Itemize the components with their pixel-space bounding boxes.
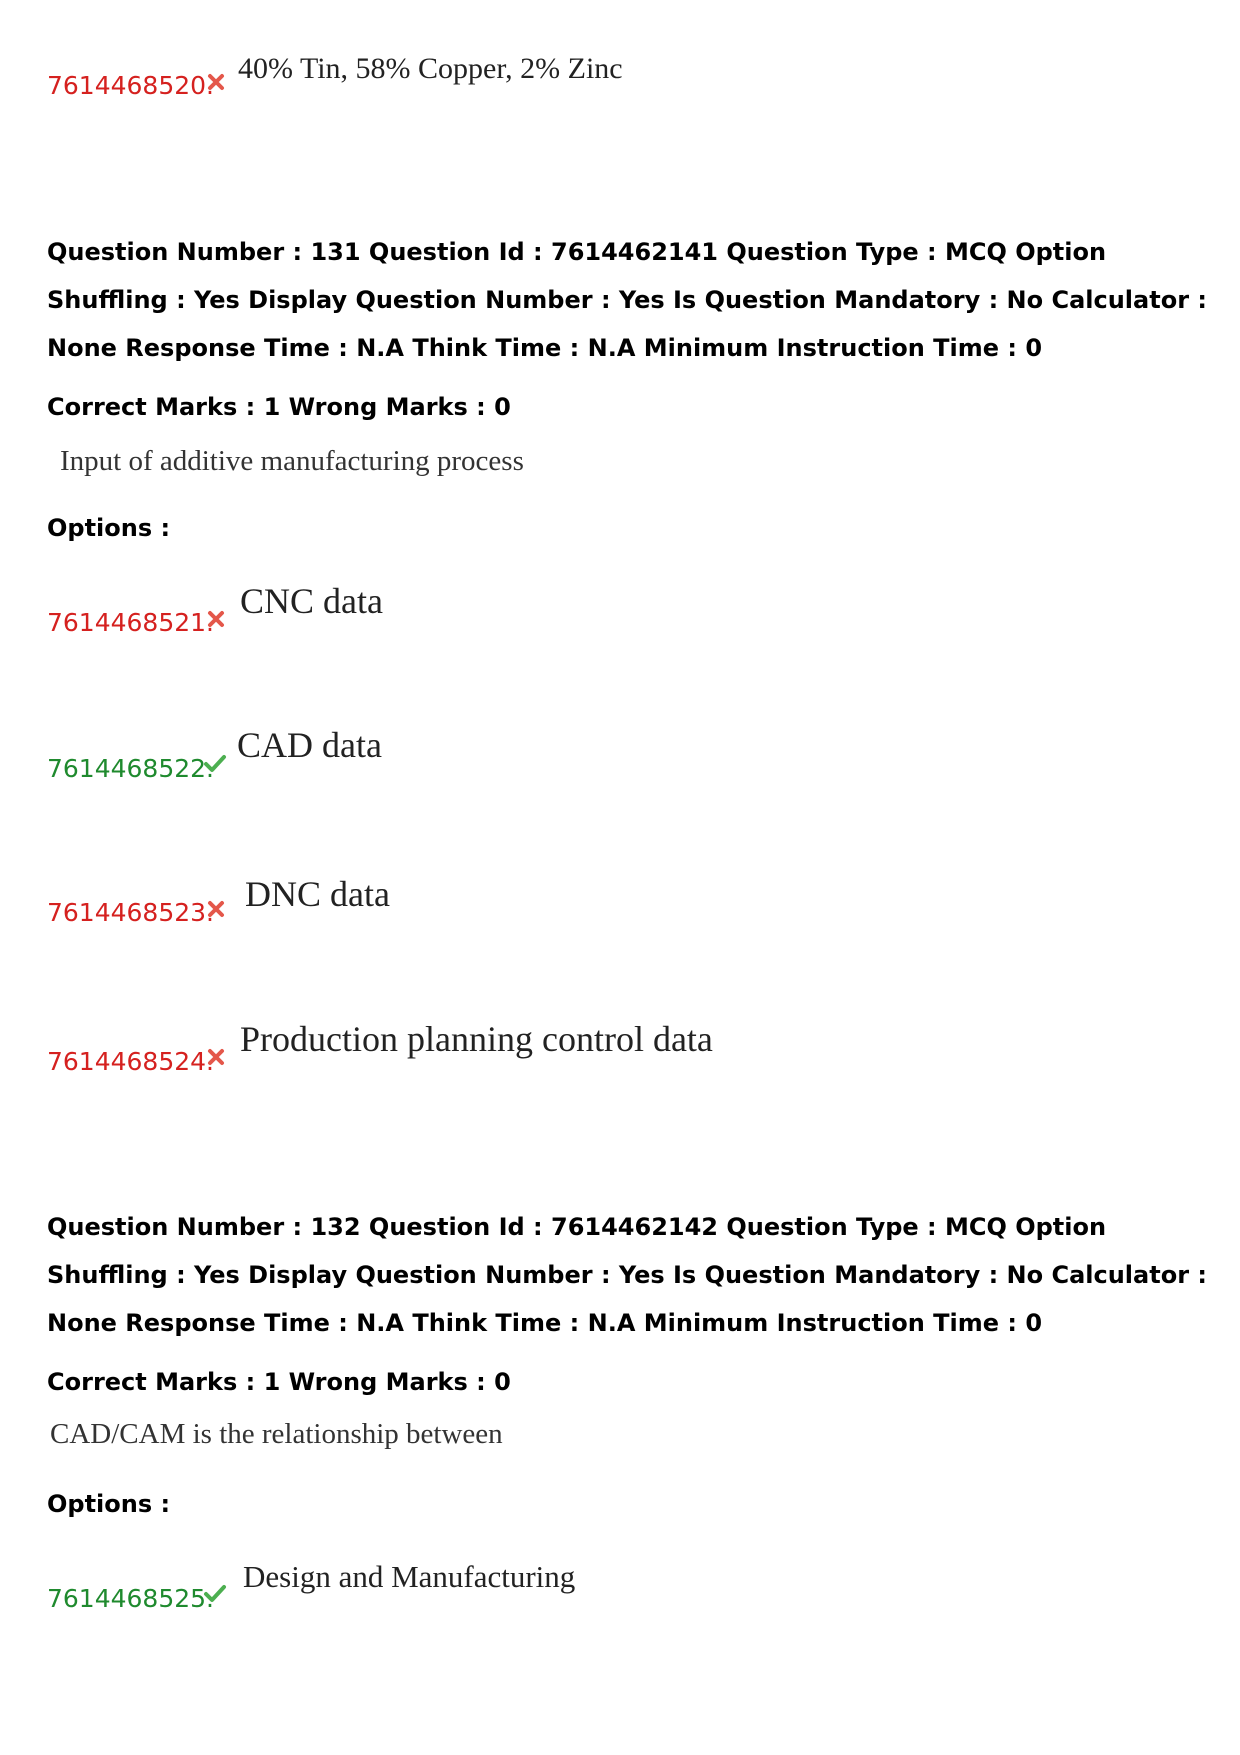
option-number: 7614468521.	[47, 608, 215, 637]
cross-icon	[205, 71, 227, 93]
cross-icon	[205, 608, 227, 630]
options-label: Options :	[47, 514, 171, 542]
check-icon	[203, 752, 227, 774]
marks-info: Correct Marks : 1 Wrong Marks : 0	[47, 393, 511, 421]
option-text: CAD data	[237, 725, 382, 765]
question-stem: Input of additive manufacturing process	[60, 445, 524, 477]
option-text: CNC data	[240, 581, 383, 621]
marks-info: Correct Marks : 1 Wrong Marks : 0	[47, 1368, 511, 1396]
option-text: 40% Tin, 58% Copper, 2% Zinc	[238, 52, 623, 85]
option-number: 7614468525.	[47, 1584, 215, 1613]
option-text: DNC data	[245, 874, 390, 914]
option-text: Design and Manufacturing	[243, 1559, 576, 1594]
check-icon	[203, 1582, 227, 1604]
question-stem: CAD/CAM is the relationship between	[50, 1418, 503, 1450]
cross-icon	[205, 1046, 227, 1068]
option-number: 7614468520.	[47, 71, 215, 100]
question-meta: Question Number : 131 Question Id : 7614462141 Question Type : MCQ Option Shuffling : Yes Display Question Number : Yes Is Question Mandatory : No Calculator : None Response Time : N.A Think Time : N.A Minimum Instruction Time : 0	[47, 238, 1207, 362]
option-number: 7614468522.	[47, 754, 215, 783]
cross-icon	[205, 898, 227, 920]
options-label: Options :	[47, 1490, 171, 1518]
option-number: 7614468524.	[47, 1047, 215, 1076]
option-number: 7614468523.	[47, 898, 215, 927]
question-meta: Question Number : 132 Question Id : 7614462142 Question Type : MCQ Option Shuffling : Yes Display Question Number : Yes Is Question Mandatory : No Calculator : None Response Time : N.A Think Time : N.A Minimum Instruction Time : 0	[47, 1213, 1207, 1337]
option-text: Production planning control data	[240, 1019, 713, 1059]
